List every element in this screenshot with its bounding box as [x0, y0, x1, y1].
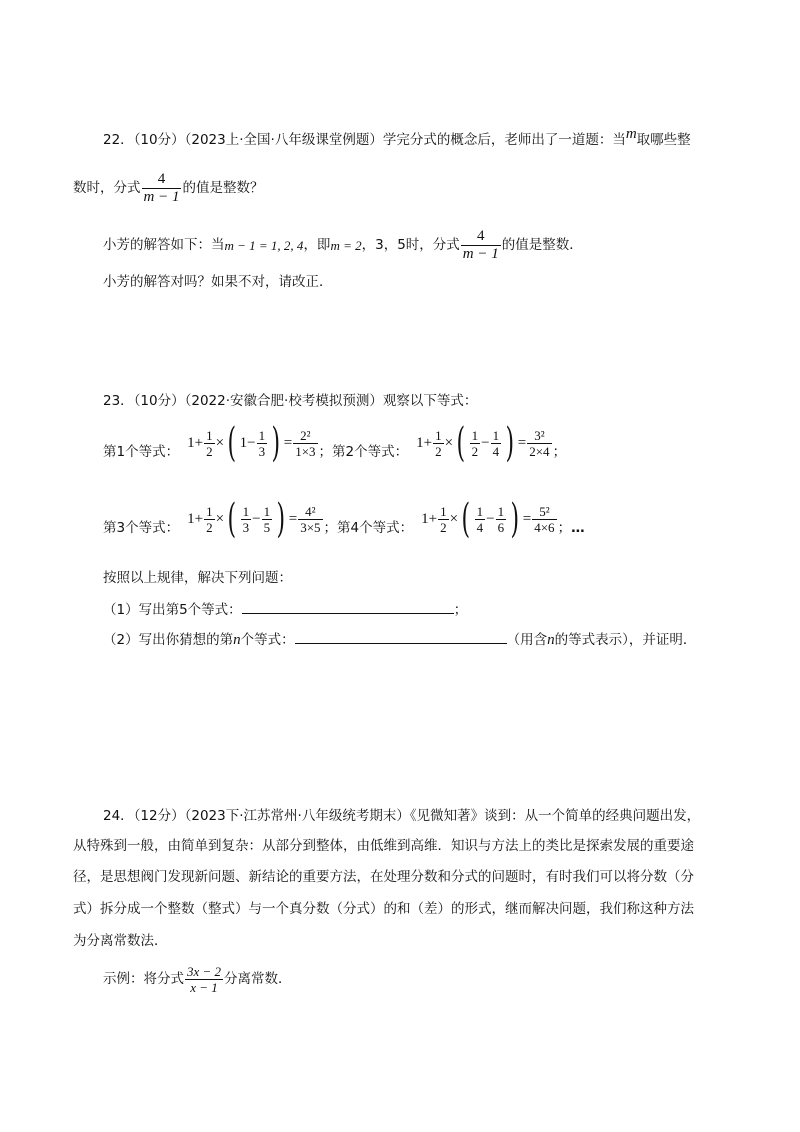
eq4-half-num: 1	[440, 503, 447, 519]
q22-number: 22．	[103, 132, 134, 148]
q22-score: （10分）	[133, 132, 185, 148]
q23-score: （10分）	[133, 393, 185, 409]
eq4-minus: −	[486, 510, 495, 527]
eq2-half-den: 2	[435, 443, 442, 459]
eq4-result-den: 4×6	[534, 519, 555, 535]
eq2-inner-a-den: 2	[471, 443, 479, 459]
eq3-inner-frac-a	[241, 505, 252, 534]
eq3-half-num: 1	[206, 503, 213, 519]
eq2-half	[433, 429, 444, 458]
eq4-inner-a-num: 1	[476, 503, 484, 519]
q23-eq2-label: ；第2个等式：	[318, 444, 409, 461]
q22-line2	[73, 172, 263, 205]
eq1-inner-frac	[257, 429, 268, 458]
q22-answer-d: 的值是整数．	[501, 236, 583, 253]
q24-line1-rest: 《见微知著》谈到：从一个简单的经典问题出发，	[409, 808, 701, 824]
eq3-equals: =	[288, 510, 298, 527]
q22-var-m: m	[625, 126, 637, 142]
q22-answer-eq2: m = 2	[330, 238, 362, 253]
eq2-times: ×	[444, 434, 454, 451]
q22-answer-a: 小芳的解答如下：当	[103, 236, 225, 253]
eq3-lparen: (	[227, 496, 237, 542]
q23-equations-row2	[103, 494, 585, 544]
eq3-result-den: 3×5	[300, 519, 321, 535]
eq3-minus: −	[252, 510, 261, 527]
eq3-inner-a-num: 1	[242, 503, 250, 519]
q22-stem-c: 数时，分式	[73, 179, 141, 196]
q23-ellipsis: …	[571, 520, 585, 537]
q23-eq1-label: 第1个等式：	[103, 444, 180, 461]
eq2-result	[527, 429, 551, 458]
eq2-inner-a-num: 1	[471, 427, 479, 443]
eq3-inner-frac-b	[262, 505, 273, 534]
eq1-times: ×	[215, 434, 225, 451]
q23-part2-label-b: 个等式：	[240, 632, 295, 648]
q23-part2-label-a: （2）写出你猜想的第	[103, 632, 234, 648]
eq1-inner-num: 1	[258, 427, 266, 443]
eq2-inner-b-num: 1	[492, 427, 500, 443]
q23-part2	[103, 631, 696, 648]
q24-line3: 径，是思想阀门发现新问题、新结论的重要方法，在处理分数和分式的问题时，有时我们可以将分数（分	[73, 869, 694, 885]
eq4-inner-b-den: 6	[497, 519, 505, 535]
eq3-result	[298, 505, 322, 534]
q24-example-a: 示例：将分式	[103, 970, 184, 987]
q24-line2: 从特殊到一般，由简单到复杂：从部分到整体，由低维到高维．知识与方法上的类比是探索发展的重要途	[73, 838, 694, 854]
q22-answer-c: ，3，5时，分式	[361, 236, 460, 253]
eq2-inner-frac-a	[470, 429, 481, 458]
eq4-result	[532, 505, 556, 534]
q23-part2-label-d: 的等式表示），并证明．	[554, 632, 697, 648]
eq4-inner-a-den: 4	[476, 519, 484, 535]
eq1-half	[204, 429, 215, 458]
q23-eq2	[416, 420, 552, 466]
q22-fraction	[142, 172, 182, 205]
eq3-rparen: )	[276, 496, 286, 542]
eq1-inner-den: 3	[258, 443, 266, 459]
eq3-result-num: 4²	[305, 503, 316, 519]
q24-example-fraction	[185, 965, 223, 994]
q22-answer-frac-den: m − 1	[462, 246, 499, 262]
eq1-half-den: 2	[206, 443, 213, 459]
eq1-equals: =	[283, 434, 293, 451]
q23-part2-n: n	[233, 632, 241, 648]
eq1-rparen: )	[271, 420, 281, 466]
q23-eq4-label: ；第4个等式：	[323, 520, 414, 537]
q23-part1-blank[interactable]	[242, 601, 454, 614]
q23-rule: 按照以上规律，解决下列问题：	[103, 570, 292, 586]
q24-line1	[103, 810, 700, 824]
eq4-one: 1	[421, 510, 429, 527]
q23-eq1	[187, 420, 318, 466]
q22-frac-den: m − 1	[143, 189, 180, 205]
q23-eq4	[421, 496, 557, 542]
q24-source: （2023下·江苏常州·八年级统考期末）	[184, 808, 410, 824]
q22-stem-a: 学完分式的概念后，老师出了一道题：当	[382, 132, 626, 148]
q22-stem-b: 取哪些整	[636, 132, 691, 148]
eq3-plus: +	[194, 510, 204, 527]
q22-frac-num: 4	[157, 171, 166, 187]
eq1-half-num: 1	[206, 427, 213, 443]
eq3-inner-b-den: 5	[263, 519, 271, 535]
eq2-result-den: 2×4	[529, 443, 550, 459]
eq2-one: 1	[416, 434, 424, 451]
eq3-inner-b-num: 1	[263, 503, 271, 519]
eq1-plus: +	[194, 434, 204, 451]
eq1-result	[293, 429, 317, 458]
q22-source: （2023上·全国·八年级课堂例题）	[184, 132, 383, 148]
eq1-one: 1	[187, 434, 195, 451]
q22-answer-eq1: m − 1 = 1, 2, 4	[224, 238, 304, 253]
eq4-inner-frac-b	[496, 505, 507, 534]
eq4-inner-frac-a	[475, 505, 486, 534]
q22-answer-fraction	[461, 229, 501, 262]
eq3-half	[204, 505, 215, 534]
eq2-half-num: 1	[435, 427, 442, 443]
eq4-plus: +	[428, 510, 438, 527]
q23-part2-n2: n	[547, 632, 555, 648]
q22-question: 小芳的解答对吗？如果不对，请改正．	[103, 274, 333, 290]
q22-stem-d: 的值是整数？	[182, 179, 264, 196]
q23-part1-label: （1）写出第5个等式：	[103, 602, 242, 618]
q24-score: （12分）	[133, 808, 185, 824]
q23-part2-blank[interactable]	[295, 631, 507, 644]
q23-line1	[103, 395, 477, 409]
q24-line4: 式）拆分成一个整数（整式）与一个真分数（分式）的和（差）的形式，继而解决问题，我们称这种方法	[73, 901, 694, 917]
eq4-inner-b-num: 1	[497, 503, 505, 519]
q24-example-b: 分离常数．	[224, 970, 292, 987]
q23-eq2-semi: ；	[552, 444, 567, 461]
eq2-rparen: )	[505, 420, 515, 466]
q24-line5: 为分离常数法．	[73, 933, 168, 949]
eq4-times: ×	[449, 510, 459, 527]
q23-part1-semi: ；	[453, 602, 468, 618]
eq4-result-num: 5²	[539, 503, 550, 519]
q23-source: （2022·安徽合肥·校考模拟预测）	[184, 393, 383, 409]
eq1-result-den: 1×3	[295, 443, 316, 459]
eq3-times: ×	[215, 510, 225, 527]
q23-eq3-label: 第3个等式：	[103, 520, 180, 537]
q22-line1	[103, 126, 691, 148]
q24-number: 24．	[103, 808, 134, 824]
q22-answer-frac-num: 4	[477, 228, 485, 244]
eq3-one: 1	[187, 510, 195, 527]
eq2-minus: −	[481, 434, 490, 451]
eq1-inner-one: 1	[239, 434, 248, 451]
eq2-equals: =	[517, 434, 527, 451]
eq2-inner-b-den: 4	[492, 443, 500, 459]
eq3-inner-a-den: 3	[242, 519, 250, 535]
q23-stem: 观察以下等式：	[382, 393, 478, 409]
q23-part2-label-c: （用含	[506, 632, 548, 648]
eq4-half	[438, 505, 449, 534]
eq2-inner-frac-b	[491, 429, 502, 458]
q24-example	[103, 965, 292, 994]
q23-part1	[103, 601, 467, 618]
eq2-result-num: 3²	[534, 427, 545, 443]
q24-example-den: x − 1	[185, 979, 223, 994]
eq4-rparen: )	[510, 496, 520, 542]
q23-number: 23．	[103, 393, 134, 409]
eq4-lparen: (	[461, 496, 471, 542]
eq3-half-den: 2	[206, 519, 213, 535]
q24-example-num: 3x − 2	[187, 964, 222, 979]
q23-eq4-semi: ；	[557, 520, 572, 537]
eq2-plus: +	[423, 434, 433, 451]
eq1-minus: −	[247, 434, 256, 451]
eq1-result-num: 2²	[300, 427, 311, 443]
q23-equations-row1	[103, 418, 566, 468]
eq4-equals: =	[522, 510, 532, 527]
q23-eq3	[187, 496, 323, 542]
q22-answer	[103, 229, 583, 262]
q22-answer-b: ，即	[303, 236, 331, 253]
eq2-lparen: (	[456, 420, 466, 466]
eq4-half-den: 2	[440, 519, 447, 535]
eq1-lparen: (	[227, 420, 237, 466]
